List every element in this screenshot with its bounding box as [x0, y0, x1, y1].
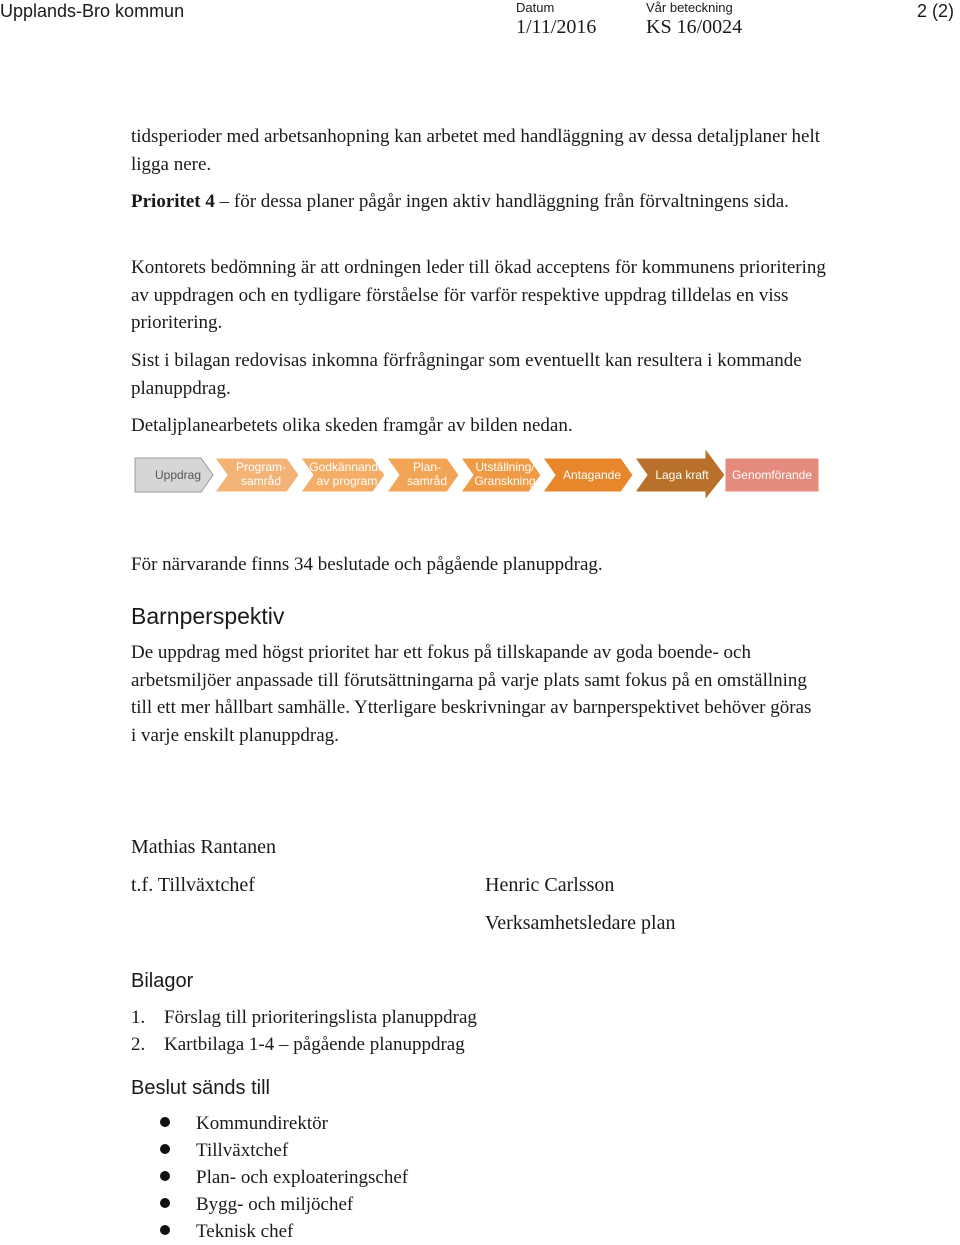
- bullet-icon: [160, 1171, 170, 1181]
- process-step: [215, 458, 299, 492]
- paragraph-diagram-intro: Detaljplanearbetets olika skeden framgår av bilden nedan.: [131, 415, 573, 436]
- priority-4-label: Prioritet 4: [131, 191, 215, 212]
- process-step-label: av program: [316, 474, 378, 488]
- process-step-label: Antagande: [562, 468, 622, 482]
- process-step-label: Utställning/: [475, 460, 535, 474]
- process-step: [387, 458, 459, 492]
- process-step: [461, 458, 541, 492]
- process-step-label: Program-: [235, 460, 287, 474]
- list-item: Kommundirektör: [160, 1110, 408, 1137]
- process-step: [301, 458, 385, 492]
- paragraph-plan-count: För närvarande finns 34 beslutade och pågående planuppdrag.: [131, 554, 603, 575]
- header-organization: Upplands-Bro kommun: [0, 1, 185, 21]
- paragraph-workload: tidsperioder med arbetsanhopning kan arbetet med handläggning av dessa detaljplaner helt ligga nere.: [131, 126, 821, 175]
- header-page-number: 2 (2): [916, 1, 954, 21]
- recipient-list: [160, 1110, 408, 1245]
- signature-name-1: Mathias Rantanen: [131, 836, 276, 858]
- list-item: Plan- och exploateringschef: [160, 1164, 408, 1191]
- list-item: Tillväxtchef: [160, 1137, 408, 1164]
- planning-process-diagram: [133, 448, 823, 500]
- bilagor-list: [131, 1004, 477, 1058]
- section-heading-barnperspektiv: Barnperspektiv: [131, 603, 285, 629]
- process-step-label: Godkännande: [309, 460, 385, 474]
- list-item: 1. Förslag till prioriteringslista planuppdrag: [131, 1007, 477, 1028]
- paragraph-assessment: Kontorets bedömning är att ordningen leder till ökad acceptens för kommunens prioritering av uppdragen och en tydligare förståelse för varför respektive uppdrag tilldelas en viss prioritering.: [131, 257, 826, 333]
- signature-title-2: Verksamhetsledare plan: [485, 912, 676, 934]
- section-heading-beslut: Beslut sänds till: [131, 1077, 270, 1099]
- process-step-label: Granskning: [474, 474, 536, 488]
- process-step: [543, 458, 633, 492]
- section-heading-bilagor: Bilagor: [131, 970, 194, 992]
- paragraph-requests: Sist i bilagan redovisas inkomna förfrågningar som eventuellt kan resultera i kommande planuppdrag.: [131, 350, 802, 399]
- header-ref-value: KS 16/0024: [646, 16, 743, 38]
- process-step-label: samråd: [240, 474, 282, 488]
- paragraph-priority-4: [131, 188, 831, 216]
- bullet-icon: [160, 1225, 170, 1235]
- priority-4-text: – för dessa planer pågår ingen aktiv handläggning från förvaltningens sida.: [214, 191, 789, 212]
- process-step-label: Uppdrag: [154, 468, 202, 482]
- header-date-value: 1/11/2016: [516, 16, 597, 38]
- list-item: 2. Kartbilaga 1-4 – pågående planuppdrag: [131, 1034, 465, 1055]
- list-item: Bygg- och miljöchef: [160, 1191, 408, 1218]
- process-step-label: Laga kraft: [655, 468, 709, 482]
- process-step: [135, 458, 213, 492]
- signature-title-1: t.f. Tillväxtchef: [131, 874, 255, 896]
- list-item: Teknisk chef: [160, 1218, 408, 1245]
- paragraph-barnperspektiv: De uppdrag med högst prioritet har ett fokus på tillskapande av goda boende- och arbetsmiljöer anpassade till förutsättningarna på varje plats samt fokus på en omställning till ett mer hållbart samhälle. Ytterligare beskrivningar av barnperspektivet behöver göras i varje enskilt planuppdrag.: [131, 642, 812, 746]
- bullet-icon: [160, 1117, 170, 1127]
- bullet-icon: [160, 1144, 170, 1154]
- process-step-label: samråd: [406, 474, 448, 488]
- bullet-icon: [160, 1198, 170, 1208]
- process-step-label: Genomförande: [731, 468, 813, 482]
- process-step: [725, 458, 819, 492]
- header-ref-label: Vår beteckning: [646, 0, 733, 15]
- process-step: [635, 448, 725, 500]
- signature-name-2: Henric Carlsson: [485, 874, 615, 896]
- header-date-label: Datum: [516, 0, 555, 15]
- process-step-label: Plan-: [412, 460, 442, 474]
